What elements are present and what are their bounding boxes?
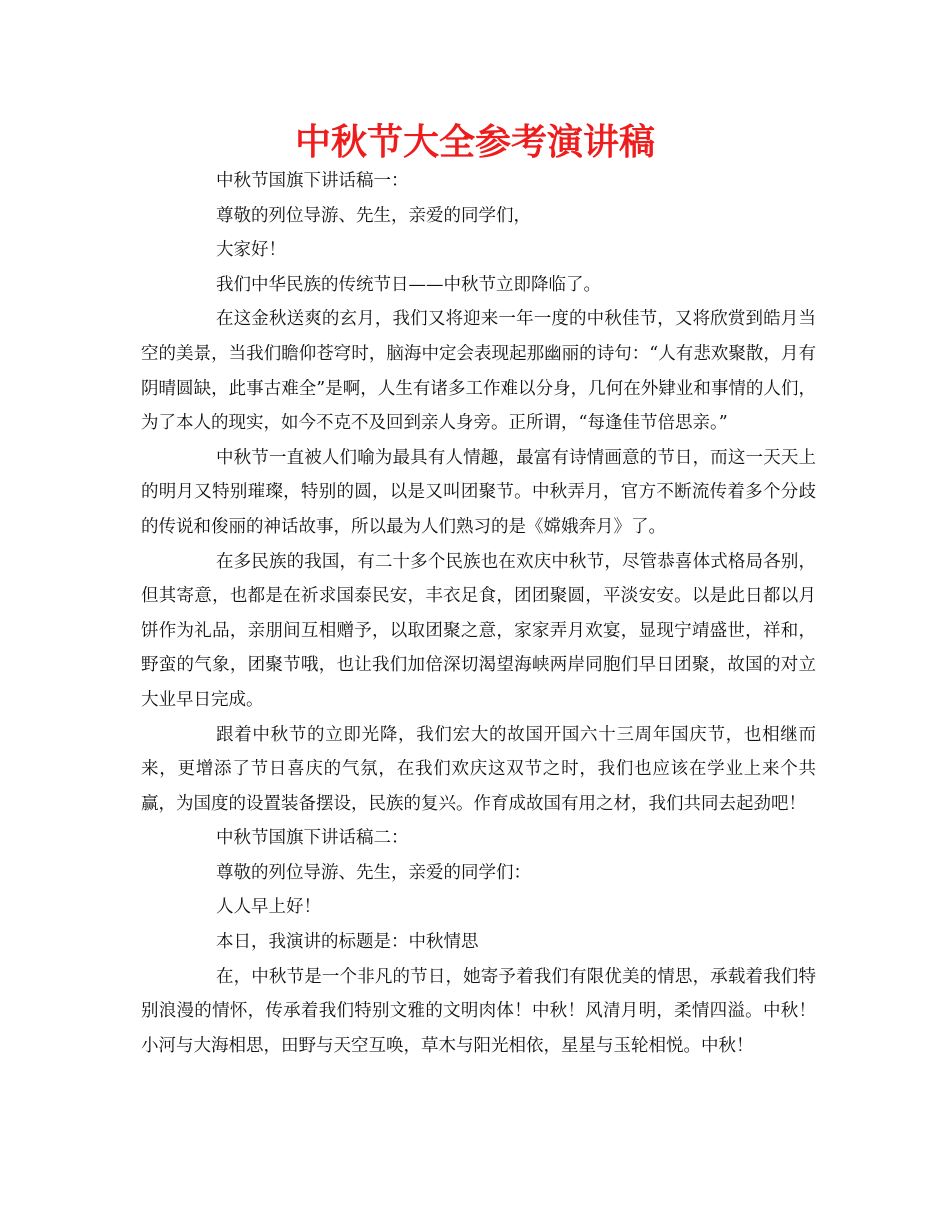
document-body — [141, 164, 816, 1063]
paragraph: 尊敬的列位导游、先生，亲爱的同学们： — [216, 862, 531, 883]
paragraph: 中秋节国旗下讲话稿一： — [216, 171, 409, 191]
paragraph: 人人早上好！ — [216, 897, 321, 918]
paragraph: 中秋节一直被人们喻为最具有人情趣，最富有诗情画意的节日，而这一天天上的明月又特别璀璨，特别的圆，以是又叫团聚节。中秋弄月，官方不断流传着多个分歧的传说和俊丽的神话故事，所以最为人们熟习的是《嫦娥奔月》了。 — [141, 447, 816, 537]
paragraph: 中秋节国旗下讲话稿二： — [216, 828, 409, 849]
paragraph: 在，中秋节是一个非凡的节日，她寄予着我们有限优美的情思，承载着我们特别浪漫的情怀，传承着我们特别文雅的文明肉体！中秋！风清月明，柔情四溢。中秋！小河与大海相思，田野与天空互唤，草木与阳光相依，星星与玉轮相悦。中秋！ — [141, 966, 816, 1056]
paragraph: 我们中华民族的传统节日——中秋节立即降临了。 — [216, 274, 601, 295]
paragraph: 本日，我演讲的标题是：中秋情思 — [216, 932, 479, 953]
paragraph: 大家好！ — [216, 240, 286, 261]
paragraph: 跟着中秋节的立即光降，我们宏大的故国开国六十三周年国庆节，也相继而来，更增添了节日喜庆的气氛，在我们欢庆这双节之时，我们也应该在学业上来个共赢，为国度的设置装备摆设，民族的复兴。作育成故国有用之材，我们共同去起劲吧！ — [141, 724, 816, 814]
paragraph: 在这金秋送爽的玄月，我们又将迎来一年一度的中秋佳节，又将欣赏到皓月当空的美景，当我们瞻仰苍穹时，脑海中定会表现起那幽丽的诗句：“人有悲欢聚散，月有阴晴圆缺，此事古难全”是啊，人生有诸多工作难以分身，几何在外肄业和事情的人们，为了本人的现实，如今不克不及回到亲人身旁。正所谓，“每逢佳节倍思亲。” — [141, 309, 816, 434]
paragraph: 尊敬的列位导游、先生，亲爱的同学们， — [216, 205, 531, 226]
paragraph: 在多民族的我国，有二十多个民族也在欢庆中秋节，尽管恭喜体式格局各别，但其寄意，也都是在祈求国泰民安，丰衣足食，团团聚圆，平淡安安。以是此日都以月饼作为礼品，亲朋间互相赠予，以取团聚之意，家家弄月欢宴，显现宁靖盛世，祥和，野蛮的气象，团聚节哦，也让我们加倍深切渴望海峡两岸同胞们早日团聚，故国的对立大业早日完成。 — [141, 551, 816, 710]
document-title: 中秋节大全参考演讲稿 — [294, 122, 655, 163]
